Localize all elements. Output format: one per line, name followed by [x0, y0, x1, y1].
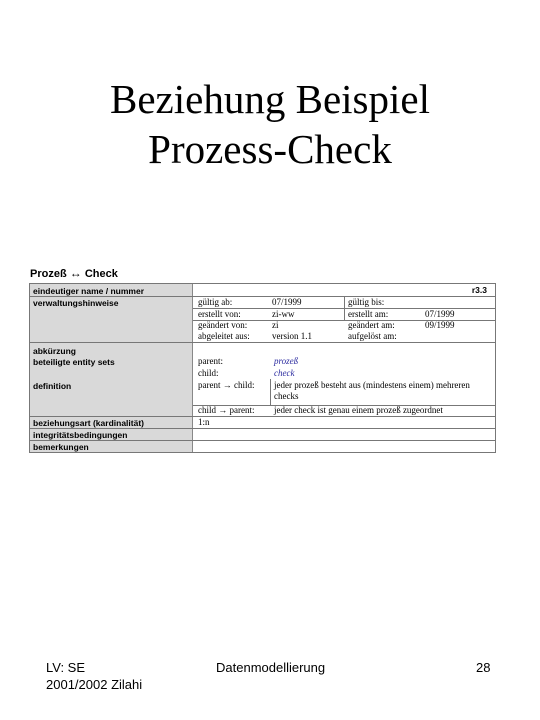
child-label: child: — [198, 368, 219, 378]
caption-left: Prozeß — [30, 268, 67, 280]
gueltig-ab-value: 07/1999 — [272, 297, 302, 307]
erstellt-am-value: 07/1999 — [425, 309, 455, 319]
geaendert-am-value: 09/1999 — [425, 320, 455, 330]
table-caption — [30, 266, 118, 280]
title-line-1: Beziehung Beispiel — [110, 76, 430, 122]
geaendert-von-value: zi — [272, 320, 279, 330]
kardinalitaet-value: 1:n — [198, 417, 210, 427]
row-divider — [30, 342, 495, 343]
geaendert-von-label: geändert von: — [198, 320, 248, 330]
parent-label: parent: — [198, 356, 223, 366]
row-divider — [30, 428, 495, 429]
gueltig-bis-label: gültig bis: — [348, 297, 385, 307]
col-divider — [344, 296, 345, 320]
footer-course: LV: SE — [46, 660, 86, 675]
geaendert-am-label: geändert am: — [348, 320, 395, 330]
label-integritaet: integritätsbedingungen — [33, 430, 128, 440]
parent-to-child-label: parent → child: — [198, 380, 255, 390]
child-to-parent-label: child → parent: — [198, 405, 255, 415]
erstellt-am-label: erstellt am: — [348, 309, 389, 319]
caption-right: Check — [84, 268, 118, 280]
page-number: 28 — [476, 660, 491, 675]
relationship-id: r3.3 — [471, 285, 487, 295]
relationship-table — [29, 283, 496, 453]
abgeleitet-value: version 1.1 — [272, 331, 312, 341]
row-divider — [30, 440, 495, 441]
bidirectional-arrow-icon: ↔ — [69, 266, 82, 280]
title-line-2: Prozess-Check — [148, 126, 392, 172]
parent-value: prozeß — [274, 356, 299, 366]
footer-topic: Datenmodellierung — [216, 660, 326, 675]
footer-term: 2001/2002 Zilahi — [46, 677, 143, 692]
label-verwaltung: verwaltungshinweise — [33, 298, 119, 308]
row-divider — [30, 296, 495, 297]
aufgeloest-label: aufgelöst am: — [348, 331, 397, 341]
label-entity-sets: beteiligte entity sets — [33, 357, 115, 367]
row-divider — [30, 416, 495, 417]
label-beziehungsart: beziehungsart (kardinalität) — [33, 418, 144, 428]
col-divider — [270, 379, 271, 405]
label-bemerkungen: bemerkungen — [33, 442, 89, 452]
erstellt-von-value: zi-ww — [272, 309, 295, 319]
label-definition: definition — [33, 381, 72, 391]
parent-to-child-text-2: checks — [274, 391, 299, 401]
child-to-parent-text: jeder check ist genau einem prozeß zugeordnet — [274, 405, 443, 415]
erstellt-von-label: erstellt von: — [198, 309, 241, 319]
parent-to-child-text-1: jeder prozeß besteht aus (mindestens einem) mehreren — [274, 380, 470, 390]
label-abkuerzung: abkürzung — [33, 346, 76, 356]
gueltig-ab-label: gültig ab: — [198, 297, 233, 307]
abgeleitet-label: abgeleitet aus: — [198, 331, 250, 341]
label-name: eindeutiger name / nummer — [33, 286, 144, 296]
slide-title — [0, 74, 540, 174]
child-value: check — [274, 368, 295, 378]
